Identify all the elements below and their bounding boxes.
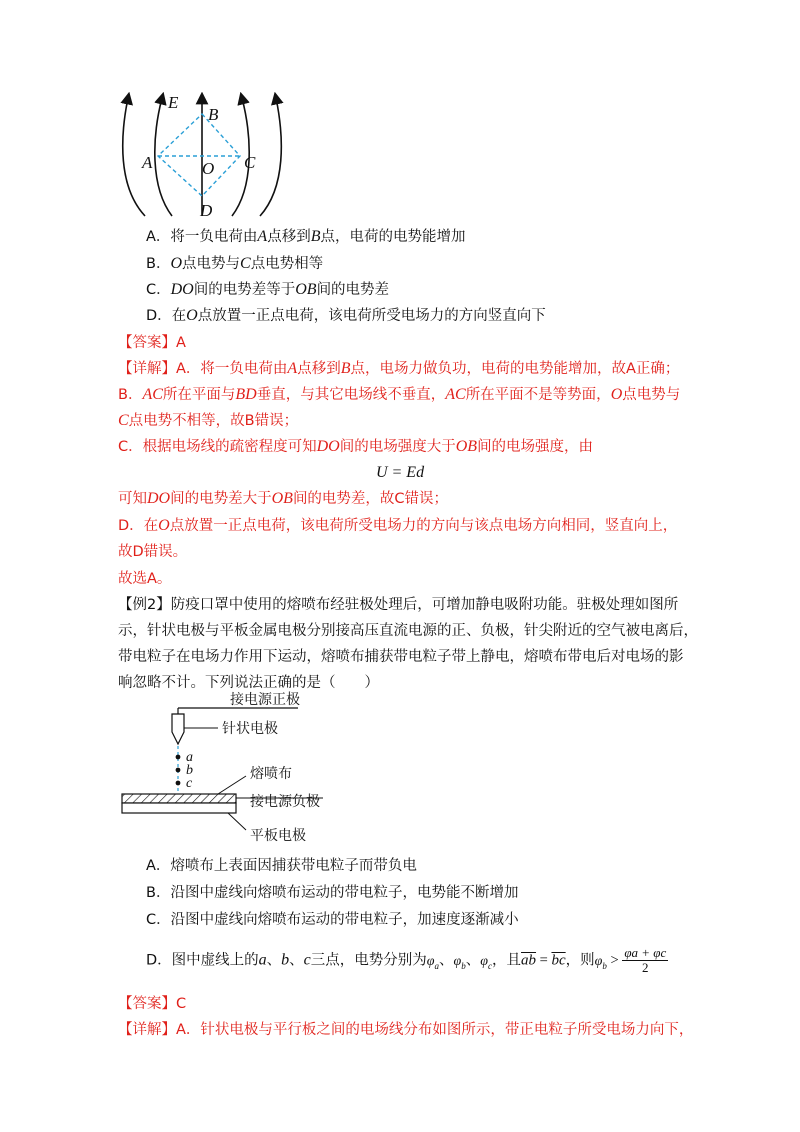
label-B: B [208, 105, 219, 124]
q2-option-b: B．沿图中虚线向熔喷布运动的带电粒子，电势能不断增加 [146, 885, 519, 901]
q1-option-c: C．DO间的电势差等于OB间的电势差 [146, 281, 390, 298]
label-needle: 针状电极 [222, 721, 278, 737]
q2-option-d: D．图中虚线上的a、b、c三点，电势分别为$\varphi_a$、$\varphi_b$、$\varphi_c$，且$\overline{ab} = \overline{bc}$，则$\varphi_b$ > $\frac{\varphi a + \varphi c}{2}$ [146, 945, 667, 975]
electrode-figure [118, 690, 378, 852]
label-plate: 平板电极 [250, 828, 306, 844]
q1-option-b: B．O点电势与C点电势相等 [146, 255, 324, 272]
q2-option-a: A．熔喷布上表面因捕获带电粒子而带负电 [146, 858, 417, 874]
label-negative-terminal: 接电源负极 [250, 794, 320, 810]
fraction: $\frac{\varphi a + \varphi c}{2}$ [624, 945, 667, 975]
q1-option-a: A．将一负电荷由A点移到B点，电荷的电势能增加 [146, 228, 466, 245]
explain-1-line-8: 故选A。 [118, 571, 172, 587]
explain-1-line-7: 故D错误。 [118, 544, 188, 560]
label-C: C [244, 153, 256, 172]
label-positive-terminal: 接电源正极 [230, 692, 300, 708]
label-cloth: 熔喷布 [250, 766, 292, 782]
label-D: D [200, 201, 213, 220]
answer-2: 【答案】C [118, 996, 187, 1012]
label-E: E [168, 93, 179, 112]
formula-u-ed: U = Ed [375, 464, 425, 481]
q2-option-c: C．沿图中虚线向熔喷布运动的带电粒子，加速度逐渐减小 [146, 912, 519, 928]
label-c: c [186, 776, 193, 791]
field-lines-figure [110, 92, 300, 220]
explain-1-line-3: C点电势不相等，故B错误； [118, 412, 299, 429]
example-2-line-1: 【例2】防疫口罩中使用的熔喷布经驻极处理后，可增加静电吸附功能。驻极处理如图所 [118, 597, 679, 613]
point-b [176, 768, 181, 773]
label-a: a [186, 750, 193, 765]
explain-1-line-6: D．在O点放置一正点电荷，该电荷所受电场力的方向与该点电场方向相同，竖直向上， [118, 517, 678, 534]
label-b: b [186, 763, 193, 778]
explain-1-line-4: C．根据电场线的疏密程度可知DO间的电场强度大于OB间的电场强度，由 [118, 438, 594, 455]
plate-electrode [122, 803, 236, 813]
example-2-line-2: 示，针状电极与平板金属电极分别接高压直流电源的正、负极，针尖附近的空气被电离后， [118, 623, 698, 639]
dashed-rhombus [158, 114, 240, 196]
q1-option-d: D．在O点放置一正点电荷，该电荷所受电场力的方向竖直向下 [146, 307, 546, 324]
label-O: O [202, 159, 215, 178]
field-line [260, 98, 281, 216]
label-A: A [142, 153, 153, 172]
explain-1-line-1: 【详解】A．将一负电荷由A点移到B点，电场力做负功，电荷的电势能增加，故A正确； [118, 360, 680, 377]
point-c [176, 781, 181, 786]
needle-electrode [172, 714, 184, 744]
explain-1-line-2: B．AC所在平面与BD垂直，与其它电场线不垂直，AC所在平面不是等势面，O点电势与 [118, 386, 681, 403]
point-a [176, 755, 181, 760]
explain-2-line-1: 【详解】A．针状电极与平行板之间的电场线分布如图所示，带正电粒子所受电场力向下， [118, 1022, 694, 1038]
field-line [155, 98, 172, 216]
answer-1: 【答案】A [118, 335, 186, 351]
example-2-line-4: 响忽略不计。下列说法正确的是（ ） [118, 675, 379, 691]
meltblown-cloth [122, 794, 236, 803]
explain-1-line-5: 可知DO间的电势差大于OB间的电势差，故C错误； [118, 490, 449, 507]
example-2-line-3: 带电粒子在电场力作用下运动，熔喷布捕获带电粒子带上静电，熔喷布带电后对电场的影 [118, 649, 684, 665]
